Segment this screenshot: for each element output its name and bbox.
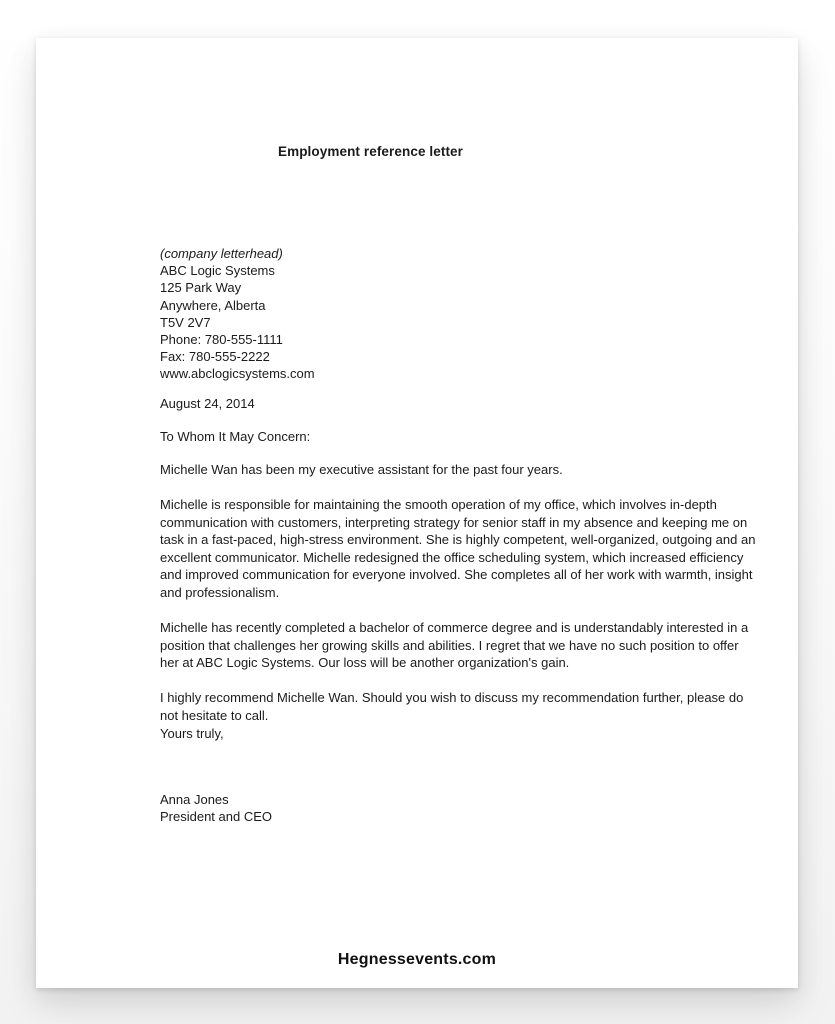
letterhead-fax: Fax: 780-555-2222 [160, 349, 270, 365]
body-paragraph: Michelle Wan has been my executive assistant for the past four years. [160, 462, 563, 477]
letterhead-city-province: Anywhere, Alberta [160, 297, 266, 313]
letterhead-street-address: 125 Park Way [160, 280, 242, 296]
letterhead-postal-code: T5V 2V7 [160, 314, 211, 330]
letter-date: August 24, 2014 [160, 396, 255, 411]
document-page [36, 38, 798, 988]
signer-title: President and CEO [160, 809, 273, 825]
letter-salutation: To Whom It May Concern: [160, 429, 311, 444]
signature-block [160, 791, 272, 825]
site-watermark: Hegnessevents.com [337, 951, 497, 968]
letter-closing: Yours truly, [160, 726, 224, 741]
body-paragraph: Michelle is responsible for maintaining the smooth operation of my office, which involves in-depth communication with customers, interpreting strategy for senior staff in my absence and keeping me on task in a fast-paced, high-stress environment. She is highly competent, well-organized, outgoing and an excellent communicator. Michelle redesigned the office scheduling system, which increased efficiency and improved communication for everyone involved. She completes all of her work with warmth, insight and professionalism. [160, 497, 760, 601]
body-paragraph: I highly recommend Michelle Wan. Should you wish to discuss my recommendation further, please do not hesitate to call. [160, 690, 747, 724]
page-title: Employment reference letter [278, 144, 464, 159]
signer-name: Anna Jones [160, 792, 229, 807]
letterhead-line-placeholder: (company letterhead) [160, 246, 283, 261]
body-paragraph: Michelle has recently completed a bachelor of commerce degree and is understandably interested in a position that challenges her growing skills and abilities. I regret that we have no such position to offer her at ABC Logic Systems. Our loss will be another organization's gain. [160, 620, 752, 671]
letterhead-website: www.abclogicsystems.com [160, 366, 315, 382]
letter-body [160, 461, 760, 742]
company-letterhead-block [160, 245, 315, 383]
letterhead-phone: Phone: 780-555-1111 [160, 332, 283, 348]
letterhead-company-name: ABC Logic Systems [160, 263, 275, 279]
